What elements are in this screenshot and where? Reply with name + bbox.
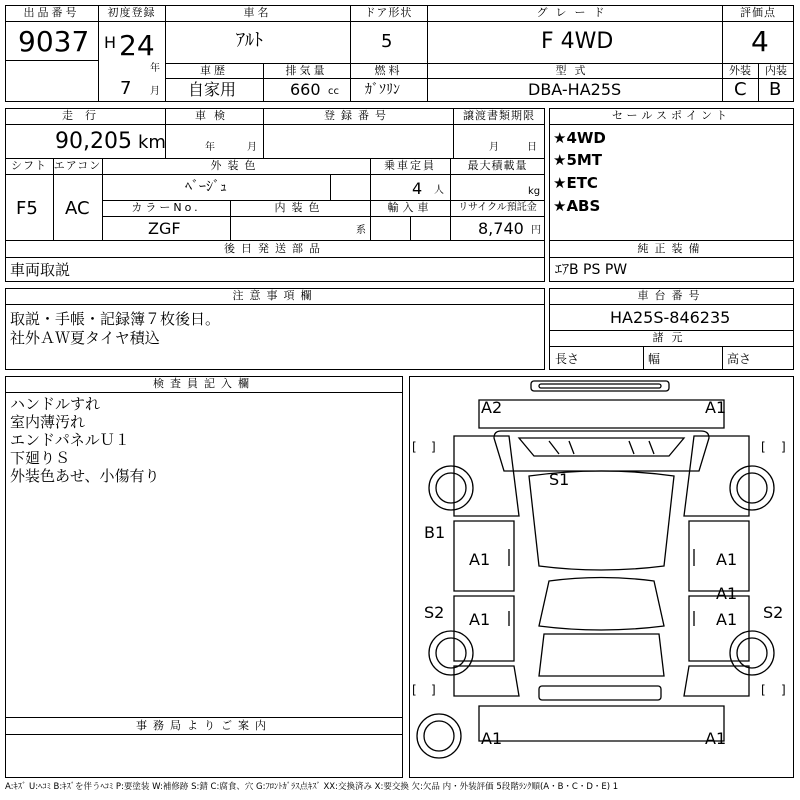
svg-text:[: [ (761, 440, 766, 454)
office-label: 事務局よりご案内 (136, 719, 272, 732)
lot-number-label: 出品番号 (23, 6, 80, 19)
color-no-label: カラーNo. (131, 201, 201, 214)
reg-year: 24 (119, 29, 155, 62)
recycle-fee: 8,740 (478, 219, 524, 238)
notes-line: 社外ＡＷ夏タイヤ積込 (10, 329, 160, 347)
int-color-unit: 系 (356, 225, 366, 236)
ac: AC (65, 198, 90, 219)
displacement-unit: cc (328, 86, 339, 97)
import-label: 輸入車 (387, 201, 433, 214)
svg-text:[: [ (412, 683, 417, 697)
fuel-label: 燃料 (374, 64, 403, 77)
svg-text:[: [ (412, 440, 417, 454)
transfer-deadline-label: 譲渡書類期限 (463, 109, 535, 122)
dims-label: 諸元 (652, 331, 691, 344)
damage-mark: A1 (705, 398, 727, 417)
sales-point-item: ★ABS (553, 197, 601, 215)
genuine-equip-label: 純正装備 (637, 242, 706, 255)
damage-mark: S2 (763, 603, 784, 622)
damage-mark: S2 (424, 603, 445, 622)
sales-points-label: セールスポイント (611, 109, 731, 122)
recycle-label: リサイクル預託金 (458, 202, 537, 213)
inspector-label: 検査員記入欄 (153, 377, 255, 390)
capacity-unit: 人 (434, 185, 444, 196)
displacement-label: 排気量 (285, 64, 328, 77)
legend: A:ｷｽﾞ U:ﾍｺﾐ B:ｷｽﾞを伴うﾍｺﾐ P:要塗装 W:補修跡 S:錆 C:腐食、穴 G:ﾌﾛﾝﾄｶﾞﾗｽ点ｷｽﾞ XX:交換済み X:要交換 欠:欠品 内・外装評価 5段階ﾗﾝｸ順(A・B・C・D・E) 1 (5, 782, 619, 792)
damage-mark: A1 (481, 729, 503, 748)
ac-label: エアコン (53, 159, 102, 172)
reg-year-unit: 年 (150, 63, 160, 74)
exterior-label: 外装 (729, 64, 751, 77)
notes-line: 取説・手帳・記録簿７枚後日。 (10, 310, 221, 328)
capacity: 4 (412, 179, 423, 198)
inspector-line: 外装色あせ、小傷有り (10, 467, 160, 485)
model-label: 型式 (555, 64, 594, 77)
svg-text:]: ] (431, 440, 436, 454)
reg-month: 7 (120, 78, 132, 99)
inspector-line: 下廻りＳ (10, 449, 71, 467)
mileage-unit: km (138, 132, 166, 153)
grade: F 4WD (541, 29, 614, 54)
interior-label: 内装 (765, 64, 787, 77)
inspector-line: 室内薄汚れ (10, 413, 86, 431)
grade-label: グレード (536, 6, 613, 19)
inspector-line: エンドパネルＵ１ (10, 431, 130, 449)
damage-mark: A1 (705, 729, 727, 748)
fuel: ｶﾞｿﾘﾝ (365, 82, 400, 98)
damage-mark: A1 (469, 610, 491, 629)
svg-text:[: [ (761, 683, 766, 697)
damage-mark: A2 (481, 398, 503, 417)
score: 4 (751, 25, 769, 58)
shift-label: シフト (11, 159, 47, 172)
door-label: ドア形状 (364, 6, 413, 19)
reg-month-unit: 月 (150, 86, 160, 97)
mileage: 90,205 (55, 129, 132, 154)
score-label: 評価点 (740, 6, 776, 19)
height-label: 高さ (727, 352, 752, 366)
displacement: 660 (290, 80, 321, 99)
recycle-unit: 円 (531, 225, 541, 236)
mileage-label: 走行 (62, 109, 108, 122)
svg-text:]: ] (781, 683, 786, 697)
model: DBA-HA25S (528, 80, 622, 99)
damage-mark: A1 (716, 610, 738, 629)
inspection-year-unit: 年 (205, 142, 215, 153)
era: H (104, 33, 117, 52)
chassis-label: 車台番号 (637, 289, 706, 302)
max-load-label: 最大積載量 (467, 159, 528, 172)
notes-label: 注意事項欄 (232, 289, 318, 302)
inspector-line: ハンドルすれ (10, 395, 101, 413)
exterior-score: C (734, 79, 747, 100)
genuine-equip-value: ｴｱB PS PW (555, 262, 628, 278)
sales-point-item: ★5MT (553, 151, 603, 169)
doors: 5 (381, 31, 393, 52)
int-color-label: 内装色 (274, 201, 326, 214)
sales-point-item: ★ETC (553, 174, 598, 192)
svg-text:]: ] (781, 440, 786, 454)
chassis-number: HA25S-846235 (610, 308, 731, 327)
later-parts-label: 後日発送部品 (224, 242, 326, 255)
transfer-month-unit: 月 (489, 142, 499, 153)
damage-mark: A1 (716, 550, 738, 569)
svg-text:]: ] (431, 683, 436, 697)
shift: F5 (16, 198, 38, 219)
ext-color-label: 外装色 (210, 159, 262, 172)
max-load-unit: kg (528, 186, 541, 197)
car-diagram (409, 376, 794, 778)
transfer-day-unit: 日 (527, 142, 537, 153)
damage-mark: A1 (716, 584, 738, 603)
interior-score: B (769, 79, 782, 100)
car-name-label: 車名 (243, 6, 272, 19)
later-parts-value: 車両取説 (10, 261, 71, 279)
sales-point-item: ★4WD (553, 129, 606, 147)
inspection-label: 車検 (195, 109, 233, 122)
capacity-label: 乗車定員 (384, 159, 436, 172)
inspection-month-unit: 月 (247, 142, 257, 153)
length-label: 長さ (555, 352, 580, 366)
history: 自家用 (188, 80, 237, 99)
ext-color: ﾍﾞｰｼﾞｭ (185, 179, 227, 195)
lot-number: 9037 (18, 25, 90, 58)
width-label: 幅 (648, 352, 661, 366)
damage-mark: B1 (424, 523, 446, 542)
damage-mark: A1 (469, 550, 491, 569)
car-name: ｱﾙﾄ (236, 30, 263, 51)
damage-mark: S1 (549, 470, 570, 489)
color-no: ZGF (148, 219, 181, 238)
history-label: 車歴 (200, 64, 228, 77)
first-reg-label: 初度登録 (107, 6, 156, 19)
reg-number-label: 登録番号 (324, 109, 392, 122)
